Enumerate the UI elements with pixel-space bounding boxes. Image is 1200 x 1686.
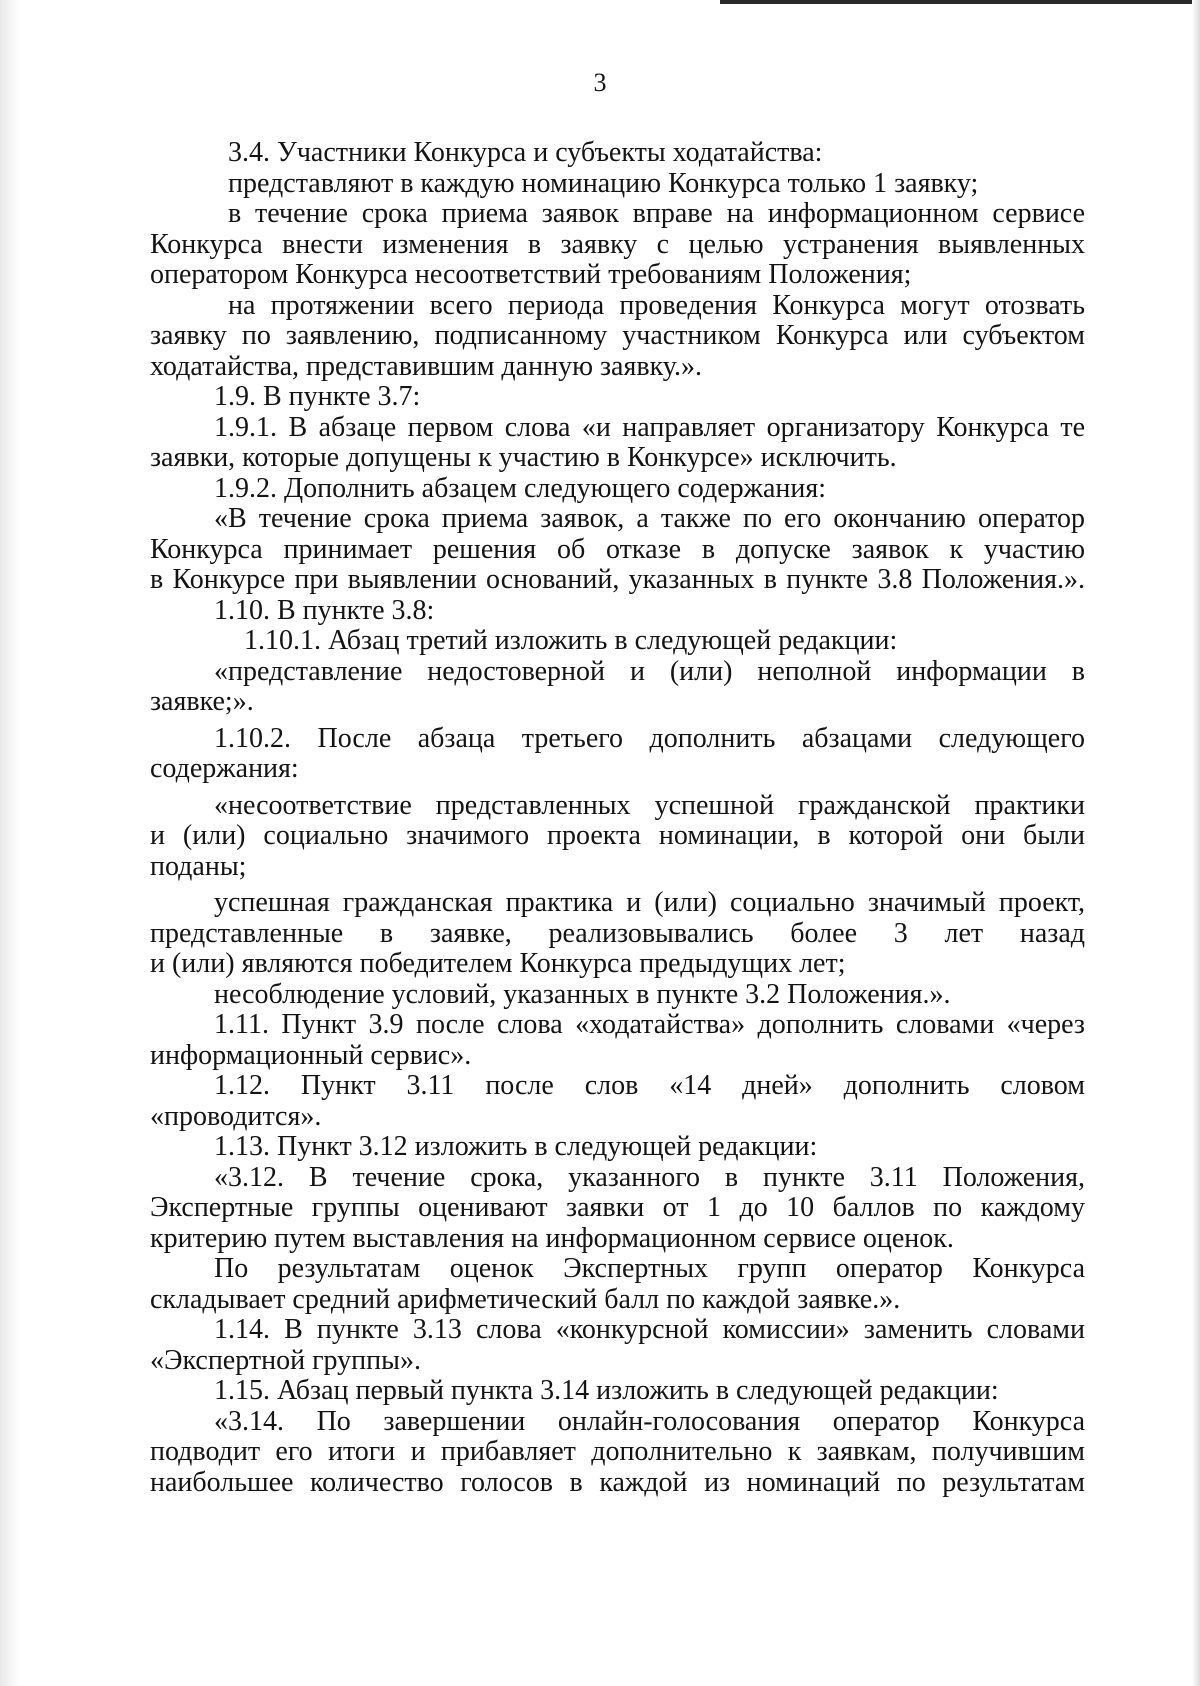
text-line: наибольшее количество голосов в каждой из номинаций по результатам: [150, 1466, 1085, 1498]
document-body: [150, 138, 1085, 1498]
text-line: содержания:: [150, 753, 299, 784]
text-line: 1.12. Пункт 3.11 после слов «14 дней» дополнить словом: [214, 1070, 1085, 1101]
text-line: подводит его итоги и прибавляет дополнительно к заявкам, получившим: [150, 1436, 1085, 1467]
text-line: 1.10. В пункте 3.8:: [214, 594, 435, 626]
text-line: Конкурса внести изменения в заявку с целью устранения выявленных: [150, 228, 1085, 260]
page-number: 3: [593, 68, 607, 97]
text-line: «несоответствие представленных успешной гражданской практики: [214, 789, 1085, 821]
scan-left-edge: [0, 0, 20, 1686]
text-line: ходатайства, представившим данную заявку.».: [150, 350, 702, 382]
text-line: заявке;».: [150, 686, 254, 717]
text-line: заявки, которые допущены к участию в Конкурсе» исключить.: [150, 442, 897, 473]
text-line: поданы;: [150, 850, 247, 882]
text-line: Конкурса принимает решения об отказе в допуске заявок к участию: [150, 533, 1085, 565]
text-line: 1.10.2. После абзаца третьего дополнить абзацами следующего: [214, 722, 1085, 754]
text-line: успешная гражданская практика и (или) социально значимый проект,: [214, 887, 1085, 918]
text-line: складывает средний арифметический балл по каждой заявке.».: [150, 1283, 901, 1315]
text-line: и (или) являются победителем Конкурса предыдущих лет;: [150, 948, 846, 979]
text-line: По результатам оценок Экспертных групп оператор Конкурса: [214, 1253, 1085, 1284]
text-line: 1.11. Пункт 3.9 после слова «ходатайства» дополнить словами «через: [214, 1009, 1085, 1040]
text-line: «представление недостоверной и (или) неполной информации в: [214, 655, 1085, 687]
text-line: 1.10.1. Абзац третий изложить в следующей редакции:: [244, 625, 898, 656]
text-line: и (или) социально значимого проекта номинации, в которой они были: [150, 820, 1085, 851]
text-line: 3.4. Участники Конкурса и субъекты ходатайства:: [228, 137, 823, 168]
text-line: «Экспертной группы».: [150, 1344, 421, 1376]
text-line: критерию путем выставления на информационном сервисе оценок.: [150, 1222, 954, 1254]
text-line: 1.14. В пункте 3.13 слова «конкурсной комиссии» заменить словами: [214, 1314, 1085, 1345]
text-line: заявку по заявлению, подписанному участником Конкурса или субъектом: [150, 320, 1085, 351]
text-line: Экспертные группы оценивают заявки от 1 до 10 баллов по каждому: [150, 1192, 1085, 1223]
text-line: несоблюдение условий, указанных в пункте 3.2 Положения.».: [214, 978, 951, 1010]
text-line: «проводится».: [150, 1100, 322, 1132]
text-line: 1.9. В пункте 3.7:: [214, 381, 421, 412]
text-line: оператором Конкурса несоответствий требованиям Положения;: [150, 259, 912, 290]
text-line: 1.13. Пункт 3.12 изложить в следующей редакции:: [214, 1131, 818, 1162]
text-line: «3.12. В течение срока, указанного в пункте 3.11 Положения,: [214, 1161, 1085, 1193]
text-line: представленные в заявке, реализовывались более 3 лет назад: [150, 917, 1085, 949]
text-line: в Конкурсе при выявлении оснований, указанных в пункте 3.8 Положения.».: [150, 564, 1085, 595]
text-line: 1.9.2. Дополнить абзацем следующего содержания:: [214, 472, 827, 504]
text-line: 1.15. Абзац первый пункта 3.14 изложить в следующей редакции:: [214, 1375, 999, 1406]
scan-top-edge: [720, 0, 1200, 4]
text-line: в течение срока приема заявок вправе на информационном сервисе: [228, 198, 1085, 229]
text-line: на протяжении всего периода проведения Конкурса могут отозвать: [228, 289, 1085, 321]
text-line: представляют в каждую номинацию Конкурса только 1 заявку;: [228, 167, 979, 199]
text-line: «3.14. По завершении онлайн-голосования оператор Конкурса: [214, 1405, 1085, 1437]
scan-right-edge: [1192, 0, 1200, 1686]
text-line: информационный сервис».: [150, 1039, 472, 1071]
text-line: 1.9.1. В абзаце первом слова «и направляет организатору Конкурса те: [214, 411, 1085, 443]
text-line: «В течение срока приема заявок, а также по его окончанию оператор: [214, 503, 1085, 534]
